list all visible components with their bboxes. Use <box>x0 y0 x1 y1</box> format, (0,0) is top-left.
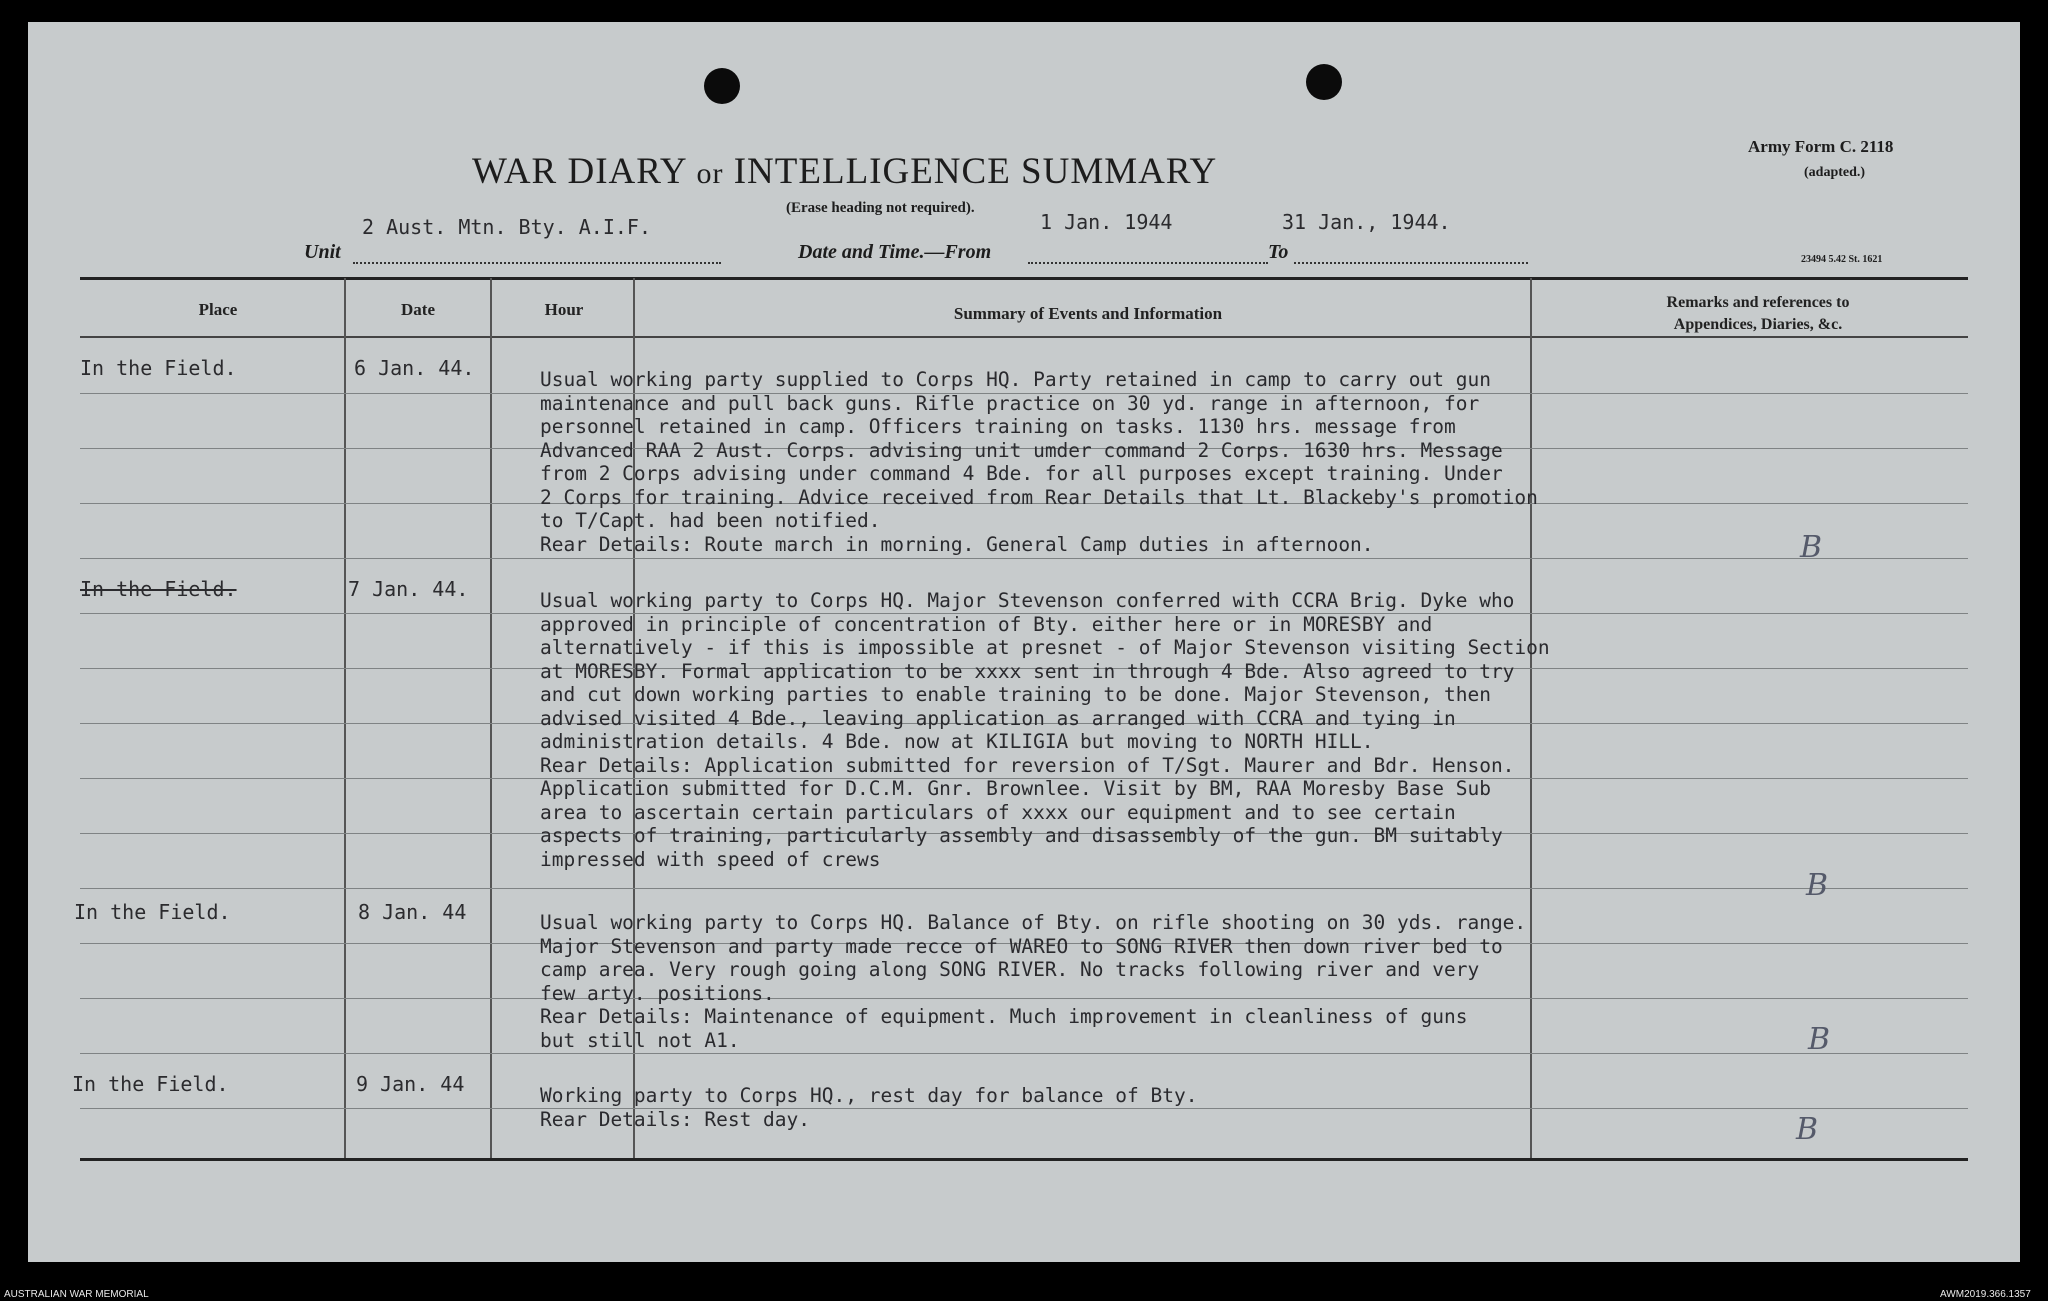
from-value: 1 Jan. 1944 <box>1040 210 1173 234</box>
entry-lines <box>540 1084 1197 1131</box>
print-code: 23494 5.42 St. 1621 <box>1801 254 1883 265</box>
event-line: but still not A1. <box>540 1028 740 1052</box>
event-line: advised visited 4 Bde., leaving application as arranged with CCRA and tying in <box>540 706 1456 730</box>
col-divider-2 <box>490 278 492 1158</box>
event-line: Usual working party to Corps HQ. Balance of Bty. on rifle shooting on 30 yds. range. <box>540 911 1527 934</box>
entry-date: 9 Jan. 44 <box>356 1072 465 1096</box>
event-line: maintenance and pull back guns. Rifle practice on 30 yd. range in afternoon, for <box>540 391 1480 415</box>
ruled-line <box>80 1053 1968 1054</box>
event-line: from 2 Corps advising under command 4 Bde. for all purposes except training. Under <box>540 462 1503 485</box>
event-line: area to ascertain certain particulars of xxxx our equipment and to see certain <box>540 800 1456 824</box>
footer-right: AWM2019.366.1357 <box>1940 1289 2031 1300</box>
header-rule <box>80 336 1968 338</box>
event-line: aspects of training, particularly assembly and disassembly of the gun. BM suitably <box>540 824 1503 847</box>
entry-lines <box>540 368 1538 556</box>
event-line: administration details. 4 Bde. now at KILIGIA but moving to NORTH HILL. <box>540 730 1374 753</box>
event-line: Rear Details: Route march in morning. General Camp duties in afternoon. <box>540 532 1374 556</box>
to-value: 31 Jan., 1944. <box>1282 210 1451 234</box>
col-header-place: Place <box>198 300 238 319</box>
entry-date: 7 Jan. 44. <box>348 577 469 601</box>
table-bottom-rule <box>80 1158 1968 1161</box>
col-divider-1 <box>344 278 346 1158</box>
entry-place: In the Field. <box>80 356 237 380</box>
event-line: Usual working party supplied to Corps HQ. Party retained in camp to carry out gun <box>540 368 1491 391</box>
event-line: Usual working party to Corps HQ. Major Stevenson conferred with CCRA Brig. Dyke who <box>540 589 1515 612</box>
entry-place: In the Field. <box>80 577 237 601</box>
entry-date: 8 Jan. 44 <box>358 900 467 924</box>
entry-lines <box>540 589 1550 871</box>
form-title <box>472 150 1217 193</box>
event-line: alternatively - if this is impossible at presnet - of Major Stevenson visiting Section <box>540 636 1550 659</box>
unit-dots <box>353 262 721 264</box>
entry-place: In the Field. <box>74 900 231 924</box>
punch-hole-left <box>704 68 740 104</box>
col-header-date: Date <box>401 300 435 319</box>
event-line: Rear Details: Maintenance of equipment. Much improvement in cleanliness of guns <box>540 1005 1468 1028</box>
punch-hole-right <box>1306 64 1342 100</box>
title-part2: INTELLIGENCE SUMMARY <box>733 151 1218 192</box>
event-line: at MORESBY. Formal application to be xxxx sent in through 4 Bde. Also agreed to try <box>540 659 1515 683</box>
initial-mark: B <box>1796 1112 1819 1147</box>
from-dots <box>1028 262 1268 264</box>
event-line: Rear Details: Rest day. <box>540 1107 811 1131</box>
event-line: Working party to Corps HQ., rest day for balance of Bty. <box>540 1084 1198 1107</box>
initial-mark: B <box>1800 530 1823 565</box>
event-line: 2 Corps for training. Advice received from Rear Details that Lt. Blackeby's promotion <box>540 485 1538 509</box>
event-line: and cut down working parties to enable training to be done. Major Stevenson, then <box>540 683 1491 706</box>
date-time-label: Date and Time.—From <box>798 241 992 263</box>
event-line: personnel retained in camp. Officers training on tasks. 1130 hrs. message from <box>540 415 1456 438</box>
entry-date: 6 Jan. 44. <box>354 356 475 380</box>
to-dots <box>1294 262 1528 264</box>
initial-mark: B <box>1808 1022 1831 1057</box>
army-form-label: Army Form C. 2118 <box>1748 137 1894 156</box>
initial-mark: B <box>1806 868 1829 903</box>
event-line: Major Stevenson and party made recce of WAREO to SONG RIVER then down river bed to <box>540 934 1503 958</box>
event-line: camp area. Very rough going along SONG RIVER. No tracks following river and very <box>540 958 1480 981</box>
col-header-summary: Summary of Events and Information <box>953 304 1223 323</box>
title-part1: WAR DIARY <box>472 151 687 192</box>
event-line: to T/Capt. had been notified. <box>540 509 881 532</box>
event-line: Rear Details: Application submitted for reversion of T/Sgt. Maurer and Bdr. Henson. <box>540 753 1515 777</box>
col-header-remarks-1: Remarks and references to <box>1666 294 1850 311</box>
event-line: approved in principle of concentration of Bty. either here or in MORESBY and <box>540 612 1433 636</box>
form-subtitle: (Erase heading not required). <box>786 200 975 216</box>
adapted-label: (adapted.) <box>1804 165 1866 180</box>
col-header-remarks-2: Appendices, Diaries, &c. <box>1673 316 1843 333</box>
ruled-line <box>80 558 1968 559</box>
ruled-line <box>80 888 1968 889</box>
diary-sheet <box>28 22 2020 1262</box>
col-header-hour: Hour <box>544 300 584 319</box>
entry-place: In the Field. <box>72 1072 229 1096</box>
entry-lines <box>540 911 1526 1052</box>
event-line: Advanced RAA 2 Aust. Corps. advising unit umder command 2 Corps. 1630 hrs. Message <box>540 438 1503 462</box>
unit-value: 2 Aust. Mtn. Bty. A.I.F. <box>362 215 651 239</box>
event-line: impressed with speed of crews <box>540 847 881 871</box>
footer-left: AUSTRALIAN WAR MEMORIAL <box>4 1289 149 1300</box>
event-line: Application submitted for D.C.M. Gnr. Brownlee. Visit by BM, RAA Moresby Base Sub <box>540 777 1491 800</box>
title-or: or <box>696 157 724 190</box>
unit-label: Unit <box>304 241 341 263</box>
event-line: few arty. positions. <box>540 981 775 1005</box>
table-top-rule <box>80 277 1968 280</box>
to-label: To <box>1268 241 1289 263</box>
